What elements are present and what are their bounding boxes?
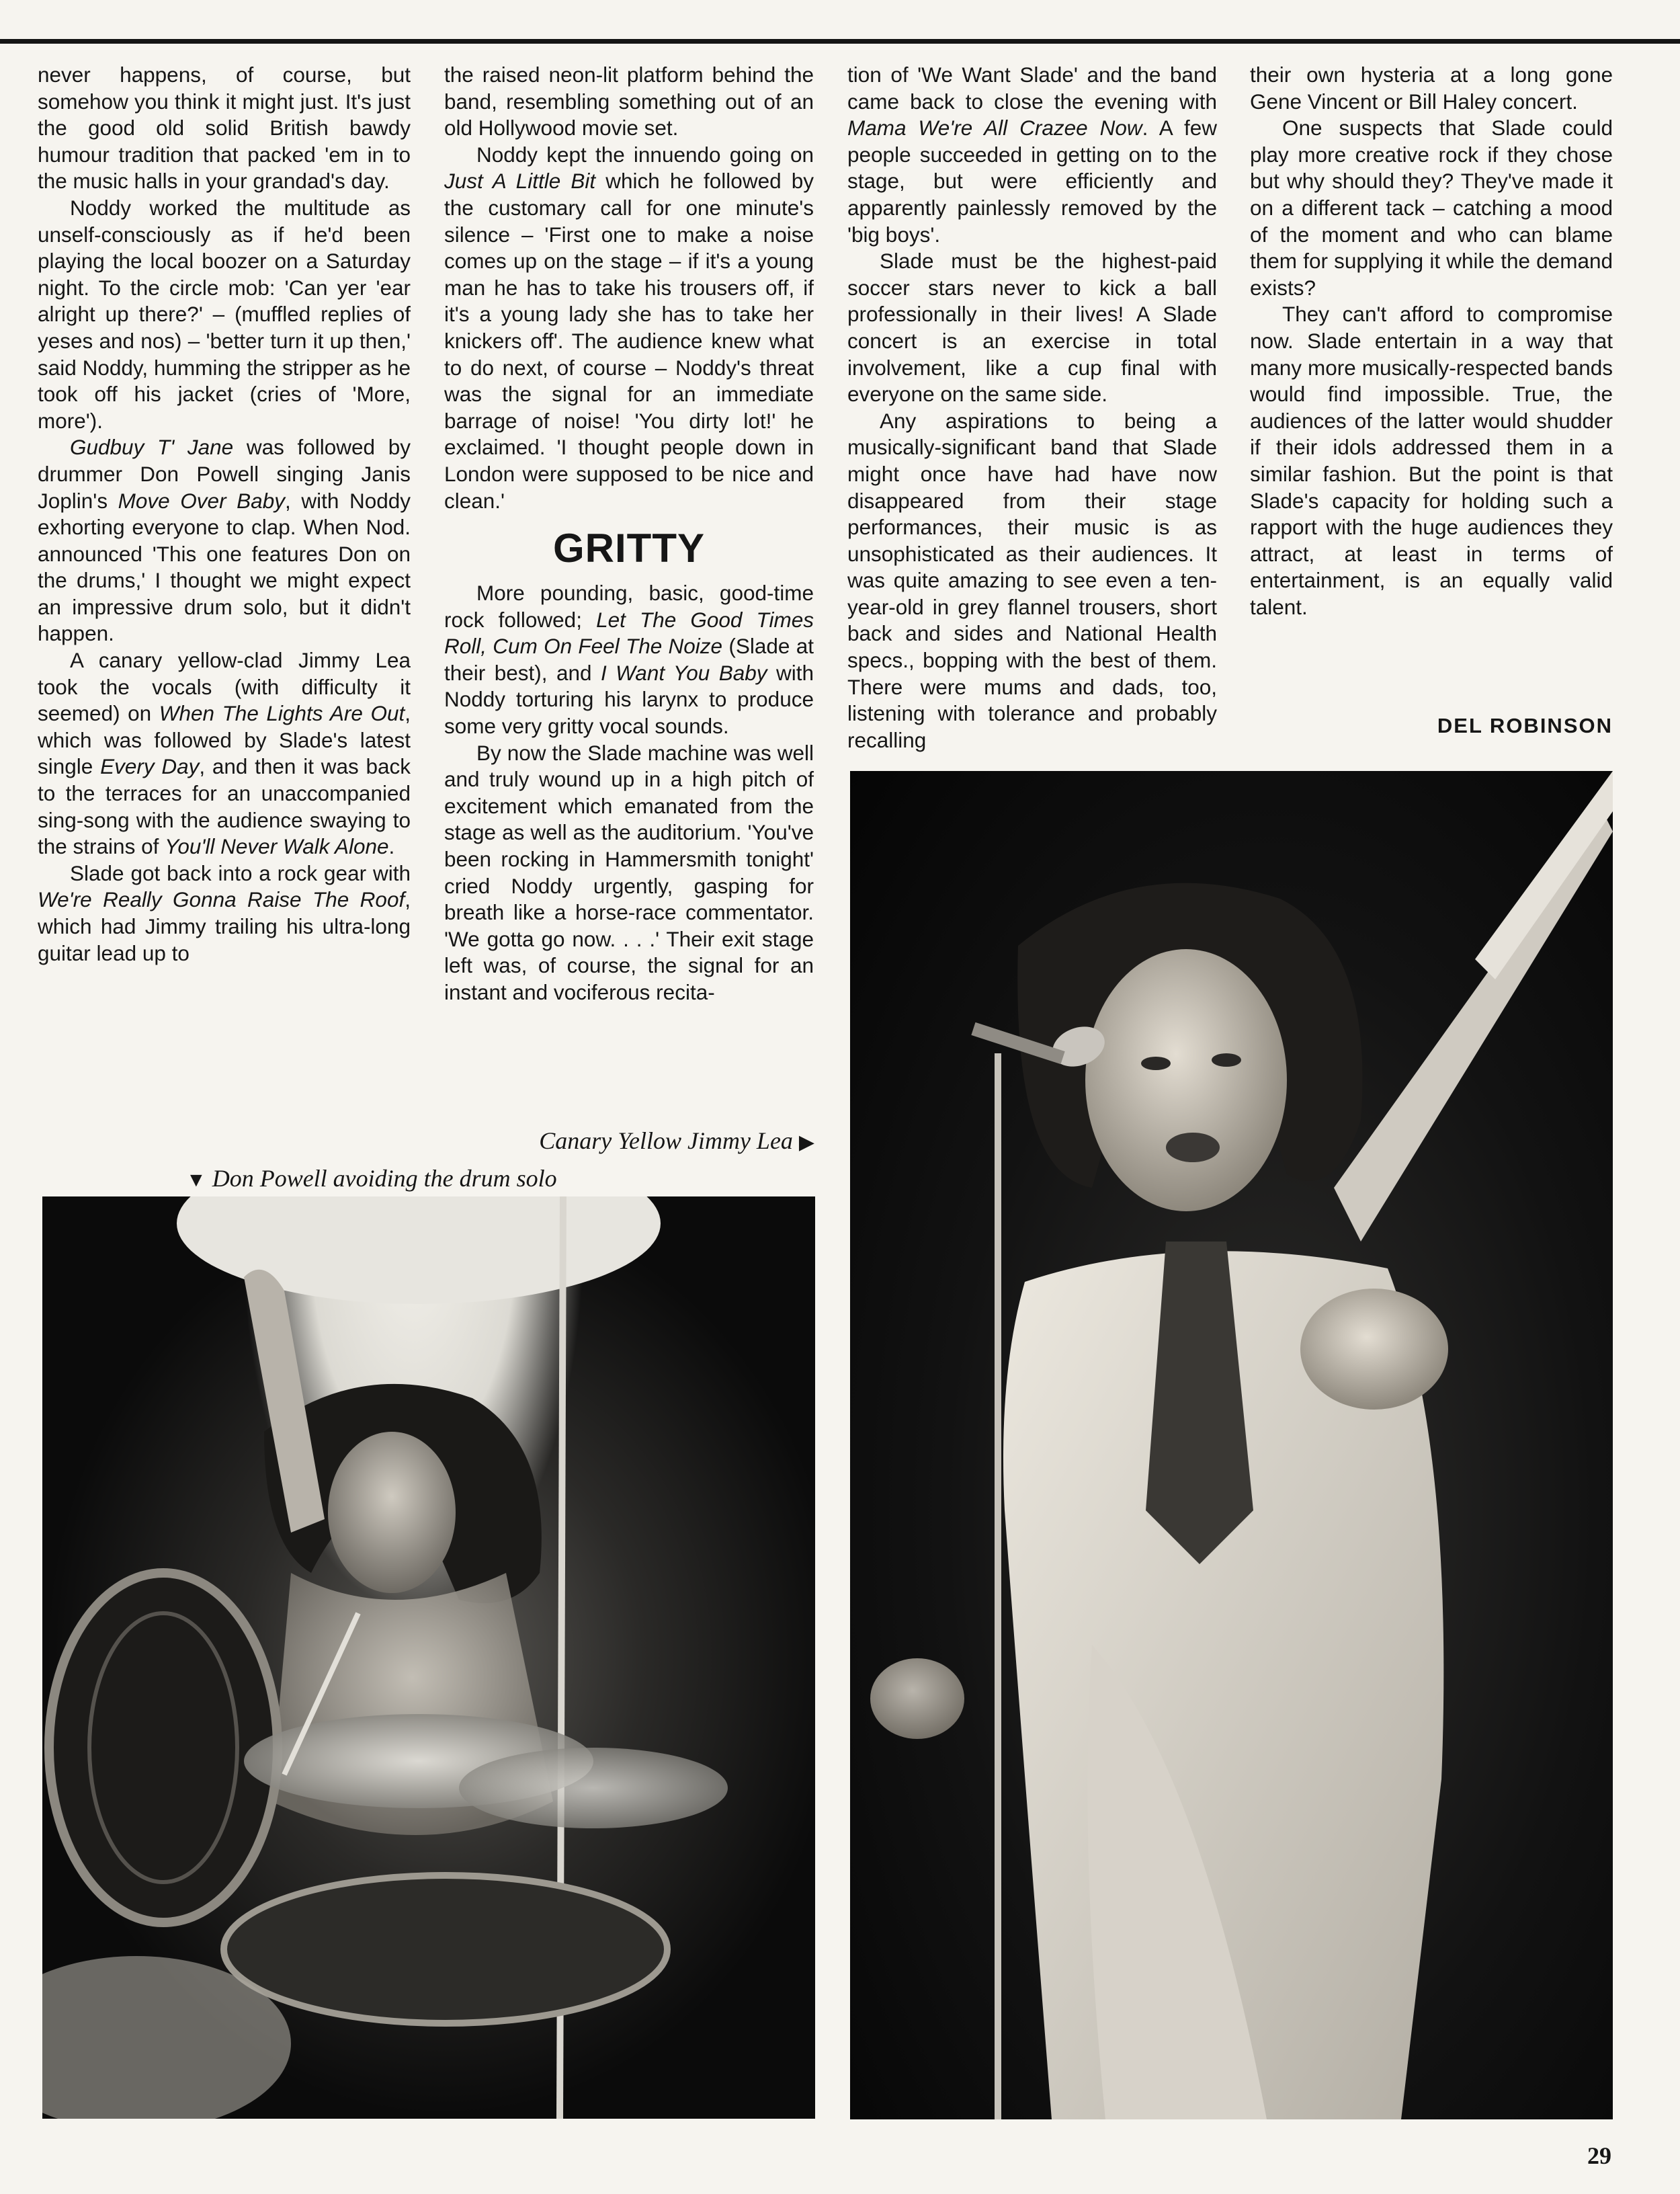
photo-drummer (42, 1196, 815, 2119)
subheading: GRITTY (553, 526, 705, 571)
paragraph: One suspects that Slade could play more creative rock if they chose but why should they? They've made it on a different tack – catching a mood of the moment and who can blame them for supplying it while the demand exists? (1250, 116, 1613, 300)
paragraph: More pounding, basic, good-time rock followed; Let The Good Times Roll, Cum On Feel The Noize (Slade at their best), and I Want You Baby with Noddy torturing his larynx to produce some very gritty vocal sounds. (444, 581, 814, 739)
paragraph: Gudbuy T' Jane was followed by drummer Don Powell singing Janis Joplin's Move Over Baby, with Noddy exhorting everyone to clap. When Nod. announced 'This one features Don on the drums,' I thought we might expect an impressive drum solo, but it didn't happen. (38, 435, 411, 646)
paragraph: never happens, of course, but somehow you think it might just. It's just the good old solid British bawdy humour tradition that packed 'em in to the music halls in your grandad's day. (38, 63, 411, 194)
paragraph: They can't afford to compromise now. Slade entertain in a way that many more musically-respected bands would find impossible. True, the audiences of the latter would shudder if their idols addressed them in a similar fashion. But the point is that Slade's capacity for holding such a rapport with the huge audiences they attract, at least in terms of entertainment, is an equally valid talent. (1250, 302, 1613, 619)
top-rule (0, 39, 1680, 44)
paragraph: Any aspirations to being a musically-significant band that Slade might once have had have now disappeared from their stage performances, their music is as unsophisticated as their audiences. It was quite amazing to see even a ten-year-old in grey flannel trousers, short back and sides and National Health specs., bopping with the best of them. There were mums and dads, too, listening with tolerance and probably recalling (847, 408, 1217, 752)
singer-illustration (850, 771, 1613, 2119)
article-column-2 (444, 62, 814, 1006)
paragraph: By now the Slade machine was well and truly wound up in a high pitch of excitement which emanated from the stage as well as the auditorium. 'You've been rocking in Hammersmith tonight' cried Noddy urgently, gasping for breath like a horse-race commentator. 'We gotta go now. . . .' Their exit stage left was, of course, the signal for an instant and vociferous recita- (444, 740, 814, 1004)
paragraph: Noddy kept the innuendo going on Just A Little Bit which he followed by the customary call for one minute's silence – 'First one to make a noise comes up on the stage – if it's a young man he has to take his trousers off, if it's a young lady she has to take her knickers off'. The audience knew what to do next, of course – Noddy's threat was the signal for an immediate barrage of noise! 'You dirty lot!' he exclaimed. 'I thought people down in London were supposed to be nice and clean.' (444, 142, 814, 513)
article-column-4 (1250, 62, 1613, 620)
paragraph: Slade got back into a rock gear with We're Really Gonna Raise The Roof, which had Jimmy trailing his ultra-long guitar lead up to (38, 860, 411, 965)
drummer-illustration (42, 1196, 815, 2119)
paragraph: their own hysteria at a long gone Gene Vincent or Bill Haley concert. (1250, 63, 1613, 114)
article-column-1 (38, 62, 411, 967)
page-number: 29 (1587, 2142, 1611, 2169)
right-arrow-icon: ▶ (798, 1131, 814, 1153)
paragraph: A canary yellow-clad Jimmy Lea took the vocals (with difficulty it seemed) on When The Lights Are Out, which was followed by Slade's latest single Every Day, and then it was back to the terraces for an unaccompanied sing-song with the audience swaying to the strains of You'll Never Walk Alone. (38, 648, 411, 859)
article-column-3 (847, 62, 1217, 754)
down-arrow-icon: ▼ (186, 1169, 206, 1191)
paragraph: Slade must be the highest-paid soccer stars never to kick a ball professionally in their lives! A Slade concert is an exercise in total involvement, like a cup final with everyone on the same side. (847, 249, 1217, 407)
caption-don-powell: ▼ Don Powell avoiding the drum solo (186, 1165, 557, 1192)
photo-jimmy-lea (850, 771, 1613, 2119)
paragraph: the raised neon-lit platform behind the band, resembling something out of an old Hollywood movie set. (444, 63, 814, 140)
paragraph: tion of 'We Want Slade' and the band came back to close the evening with Mama We're All Crazee Now. A few people succeeded in getting on to the stage, but were efficiently and apparently painlessly removed by the 'big boys'. (847, 63, 1218, 247)
byline: DEL ROBINSON (1437, 714, 1613, 737)
caption-jimmy-lea: Canary Yellow Jimmy Lea ▶ (539, 1127, 814, 1154)
paragraph: Noddy worked the multitude as unself-consciously as if he'd been playing the local boozer on a Saturday night. To the circle mob: 'Can yer 'ear alright up there?' – (muffled replies of yeses and nos) – 'better turn it up then,' said Noddy, humming the stripper as he took off his jacket (cries of 'More, more'). (38, 195, 411, 433)
